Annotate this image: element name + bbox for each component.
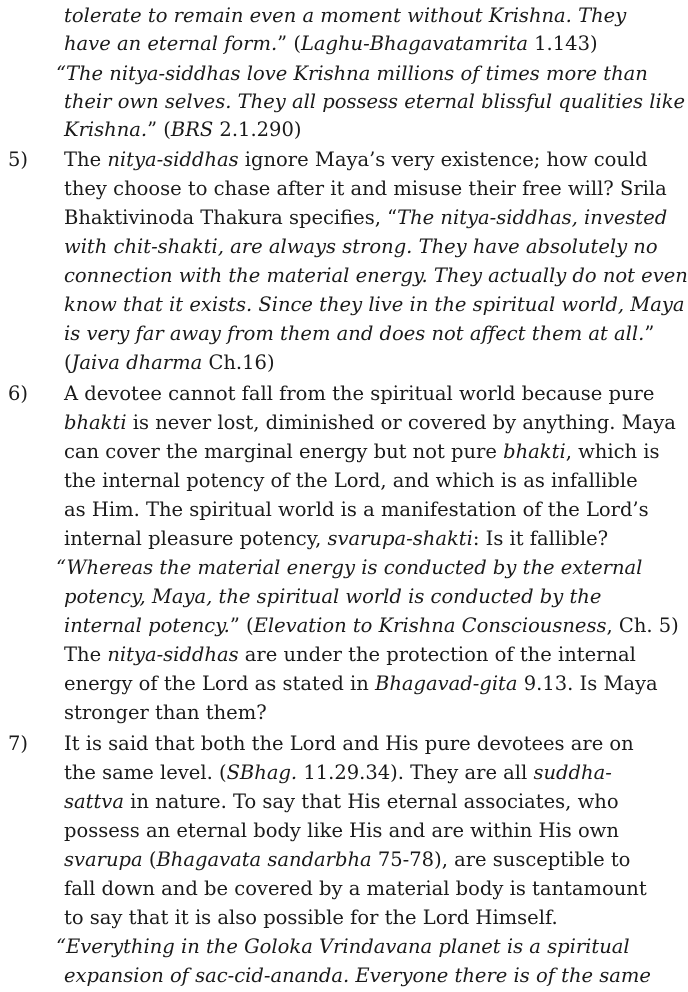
point7-quote-line1: “Everything in the Goloka Vrindavana planet is a spiritual — [56, 935, 630, 958]
point6-quote-line2: potency, Maya, the spiritual world is conducted by the — [64, 585, 602, 608]
point5-line3: Bhaktivinoda Thakura specifies, “The nitya-siddhas, invested — [64, 206, 668, 229]
point7-number: 7) — [8, 732, 29, 755]
point6-number: 6) — [8, 382, 29, 405]
point6-line6: internal pleasure potency, svarupa-shakti: Is it fallible? — [64, 527, 609, 550]
point5-line6: know that it exists. Since they live in the spiritual world, Maya — [64, 293, 685, 316]
point6-line4: the internal potency of the Lord, and which is as infallible — [64, 469, 638, 492]
point5-line1: The nitya-siddhas ignore Maya’s very existence; how could — [64, 148, 648, 171]
point6-after-line2: energy of the Lord as stated in Bhagavad-gita 9.13. Is Maya — [64, 672, 658, 695]
point5-line8: (Jaiva dharma Ch.16) — [64, 351, 275, 374]
point7-line5: svarupa (Bhagavata sandarbha 75-78), are susceptible to — [64, 848, 631, 871]
point7-line6: fall down and be covered by a material body is tantamount — [64, 877, 647, 900]
point7-line4: possess an eternal body like His and are within His own — [64, 819, 619, 842]
point6-line3: can cover the marginal energy but not pure bhakti, which is — [64, 440, 660, 463]
point6-quote-line3: internal potency.” (Elevation to Krishna Consciousness, Ch. 5) — [64, 614, 679, 637]
point5-line2: they choose to chase after it and misuse their free will? Srila — [64, 177, 667, 200]
quote1-line1: tolerate to remain even a moment without Krishna. They — [64, 4, 627, 27]
point5-line4: with chit-shakti, are always strong. They have absolutely no — [64, 235, 658, 258]
point6-line5: as Him. The spiritual world is a manifestation of the Lord’s — [64, 498, 649, 521]
point7-quote-line2: expansion of sac-cid-ananda. Everyone there is of the same — [64, 964, 651, 987]
point5-line5: connection with the material energy. They actually do not even — [64, 264, 688, 287]
point6-after-line1: The nitya-siddhas are under the protection of the internal — [64, 643, 636, 666]
point6-line1: A devotee cannot fall from the spiritual world because pure — [64, 382, 655, 405]
point7-line1: It is said that both the Lord and His pure devotees are on — [64, 732, 634, 755]
quote2-line3: Krishna.” (BRS 2.1.290) — [64, 118, 302, 141]
quote2-line2: their own selves. They all possess eternal blissful qualities like — [64, 90, 686, 113]
point5-line7: is very far away from them and does not affect them at all.” — [64, 322, 655, 345]
point7-line2: the same level. (SBhag. 11.29.34). They are all suddha- — [64, 761, 612, 784]
quote2-line1: “The nitya-siddhas love Krishna millions of times more than — [56, 62, 648, 85]
point6-quote-line1: “Whereas the material energy is conducted by the external — [56, 556, 643, 579]
point7-line7: to say that it is also possible for the Lord Himself. — [64, 906, 558, 929]
point5-number: 5) — [8, 148, 29, 171]
point7-line3: sattva in nature. To say that His eternal associates, who — [64, 790, 619, 813]
quote1-line2: have an eternal form.” (Laghu-Bhagavatamrita 1.143) — [64, 32, 598, 55]
point6-line2: bhakti is never lost, diminished or covered by anything. Maya — [64, 411, 676, 434]
point6-after-line3: stronger than them? — [64, 701, 267, 724]
